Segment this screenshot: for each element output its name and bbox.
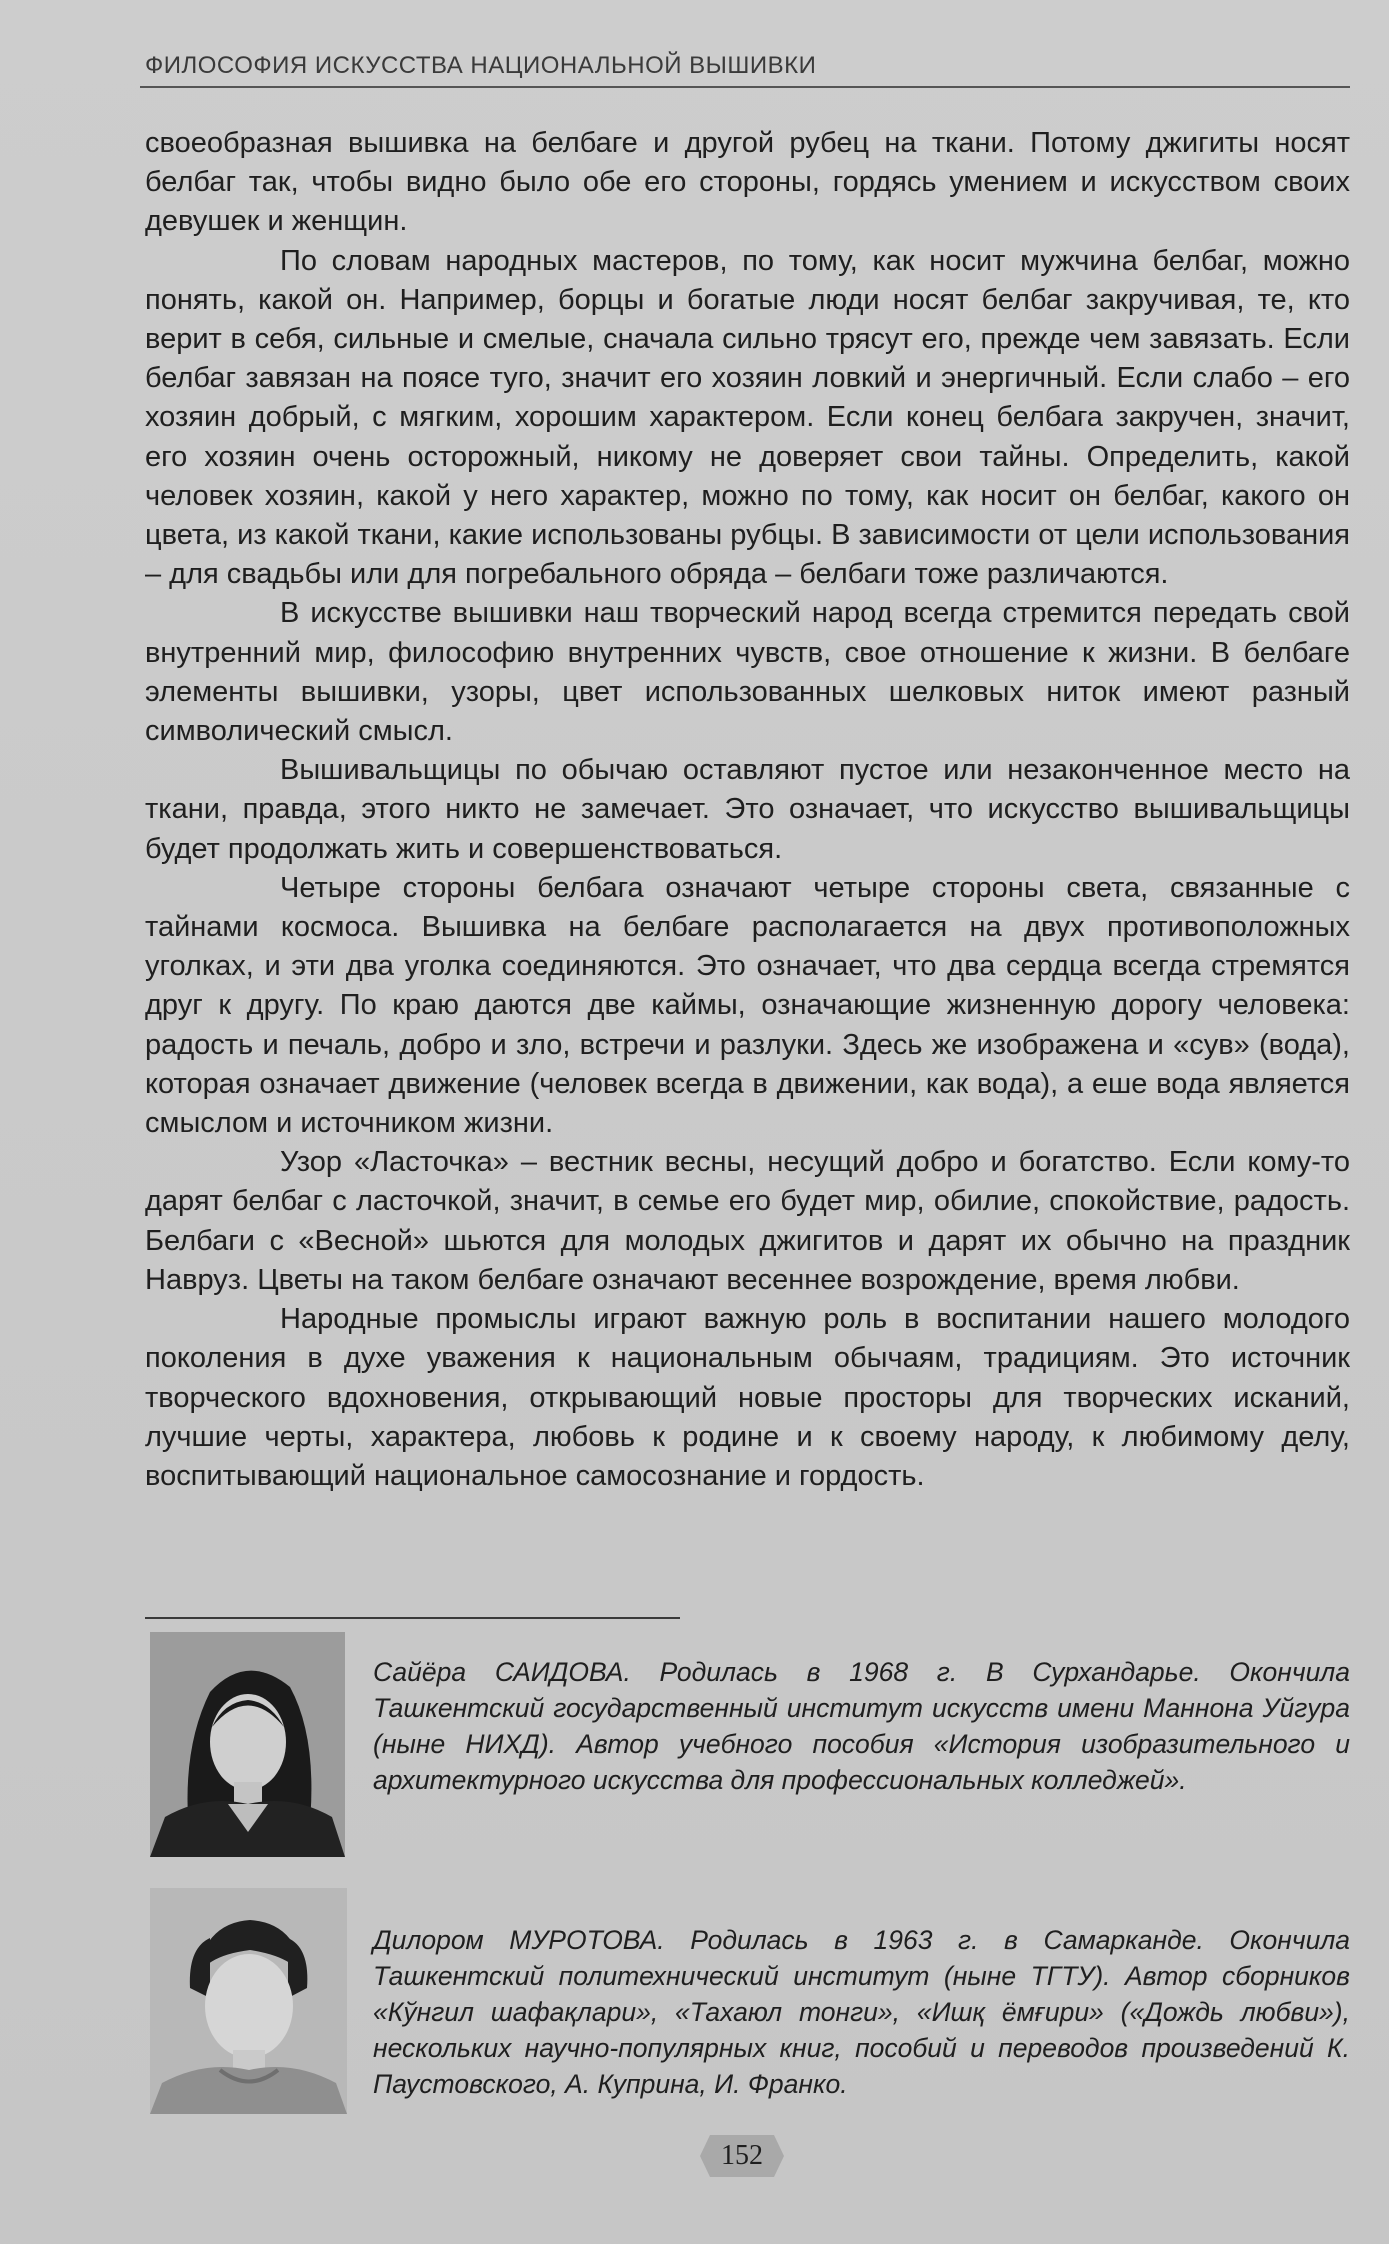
paragraph: В искусстве вышивки наш творческий народ всегда стремится передать свой внутренний мир, философию внутренних чувств, свое отношение к жизни. В белбаге элементы вышивки, узоры, цвет использованных шелковых ниток имеют разный символический смысл.: [145, 597, 1350, 748]
author-photo: [150, 1632, 345, 1857]
paragraph: своеобразная вышивка на белбаге и другой рубец на ткани. Потому джигиты носят белбаг так, чтобы видно было обе его стороны, гордясь умением и искусством своих девушек и женщин.: [145, 127, 1350, 238]
paragraph: Четыре стороны белбага означают четыре стороны света, связанные с тайнами космоса. Вышивка на белбаге располагается на двух противоположных уголках, и эти два уголка соединяются. Это означает, что два сердца всегда стремятся друг к другу. По краю даются две каймы, означающие жизненную дорогу человека: радость и печаль, добро и зло, встречи и разлуки. Здесь же изображена и «сув» (вода), которая означает движение (человек всегда в движении, как вода), а еше вода является смыслом и источником жизни.: [145, 871, 1350, 1140]
paragraph: Вышивальщицы по обычаю оставляют пустое или незаконченное место на ткани, правда, этого никто не замечает. Это означает, что искусство вышивальщицы будет продолжать жить и совершенствоваться.: [145, 754, 1350, 865]
page-number-text: 152: [721, 2140, 763, 2171]
page-number: [700, 2131, 784, 2181]
author-bio-text: Сайёра САИДОВА. Родилась в 1968 г. В Сурхандарье. Окончила Ташкентский государственный институт искусств имени Маннона Уйгура (ныне НИХД). Автор учебного пособия «История изобразительного и архитектурного искусства для профессиональных колледжей».: [373, 1657, 1350, 1795]
header-rule: [140, 86, 1350, 88]
author-bio: [150, 1632, 1350, 1860]
author-bio: [150, 1888, 1350, 2116]
author-bio-text: Дилором МУРОТОВА. Родилась в 1963 г. в Самарканде. Окончила Ташкентский политехнический институт (ныне ТГТУ). Автор сборников «Кўнгил шафақлари», «Тахаюл тонги», «Ишқ ёмғири» («Дождь любви»), нескольких научно-популярных книг, пособий и переводов произведений К. Паустовского, А. Куприна, И. Франко.: [373, 1925, 1350, 2099]
running-head: ФИЛОСОФИЯ ИСКУССТВА НАЦИОНАЛЬНОЙ ВЫШИВКИ: [145, 52, 817, 79]
article-body: [145, 124, 1350, 1496]
end-rule: [145, 1617, 680, 1619]
paragraph: Народные промыслы играют важную роль в воспитании нашего молодого поколения в духе уважения к национальным обычаям, традициям. Это источник творческого вдохновения, открывающий новые просторы для творческих исканий, лучшие черты, характера, любовь к родине и к своему народу, к любимому делу, воспитывающий национальное самосознание и гордость.: [145, 1303, 1350, 1492]
paragraph: Узор «Ласточка» – вестник весны, несущий добро и богатство. Если кому-то дарят белбаг с ласточкой, значит, в семье его будет мир, обилие, спокойствие, радость. Белбаги с «Весной» шьются для молодых джигитов и дарят их обычно на праздник Навруз. Цветы на таком белбаге означают весеннее возрождение, время любви.: [145, 1146, 1350, 1296]
author-photo: [150, 1888, 347, 2114]
paragraph: По словам народных мастеров, по тому, как носит мужчина белбаг, можно понять, какой он. Например, борцы и богатые люди носят белбаг закручивая, те, кто верит в себя, сильные и смелые, сначала сильно трясут его, прежде чем завязать. Если белбаг завязан на поясе туго, значит его хозяин ловкий и энергичный. Если слабо – его хозяин добрый, с мягким, хорошим характером. Если конец белбага закручен, значит, его хозяин очень осторожный, никому не доверяет свои тайны. Определить, какой человек хозяин, какой у него характер, можно по тому, как носит он белбаг, какого он цвета, из какой ткани, какие использованы рубцы. В зависимости от цели использования – для свадьбы или для погребального обряда – белбаги тоже различаются.: [145, 244, 1350, 591]
